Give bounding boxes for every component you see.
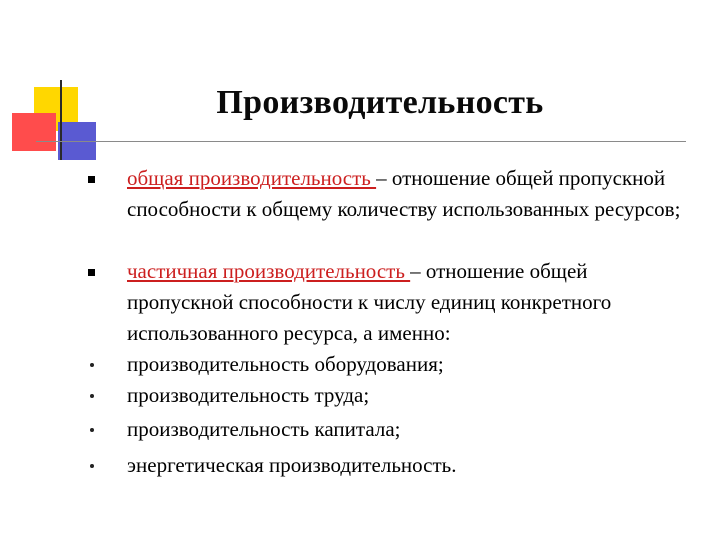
bullet-text: производительность оборудования; — [127, 352, 444, 376]
dot-bullet-icon — [90, 428, 94, 432]
square-bullet-icon — [88, 269, 95, 276]
bullet-text: производительность капитала; — [127, 417, 401, 441]
slide-title: Производительность — [216, 84, 544, 121]
dot-bullet-icon — [90, 363, 94, 367]
bullet-description: – отношение общей пропускной способности к общему количеству использованных ресурсов; — [127, 166, 681, 221]
bullet-text: энергетическая производительность. — [127, 453, 457, 477]
bullet-text — [127, 256, 687, 349]
dot-bullet-icon — [90, 464, 94, 468]
dot-bullet-icon — [90, 394, 94, 398]
bullet-description: – отношение общей пропускной способности к числу единиц конкретного использованного ресурса, а именно: — [127, 259, 612, 345]
bullet-text — [127, 163, 687, 225]
bullet-text: производительность труда; — [127, 383, 370, 407]
term-link[interactable]: общая производительность — [127, 166, 377, 190]
term-link[interactable]: частичная производительность — [127, 259, 411, 283]
square-bullet-icon — [88, 176, 95, 183]
